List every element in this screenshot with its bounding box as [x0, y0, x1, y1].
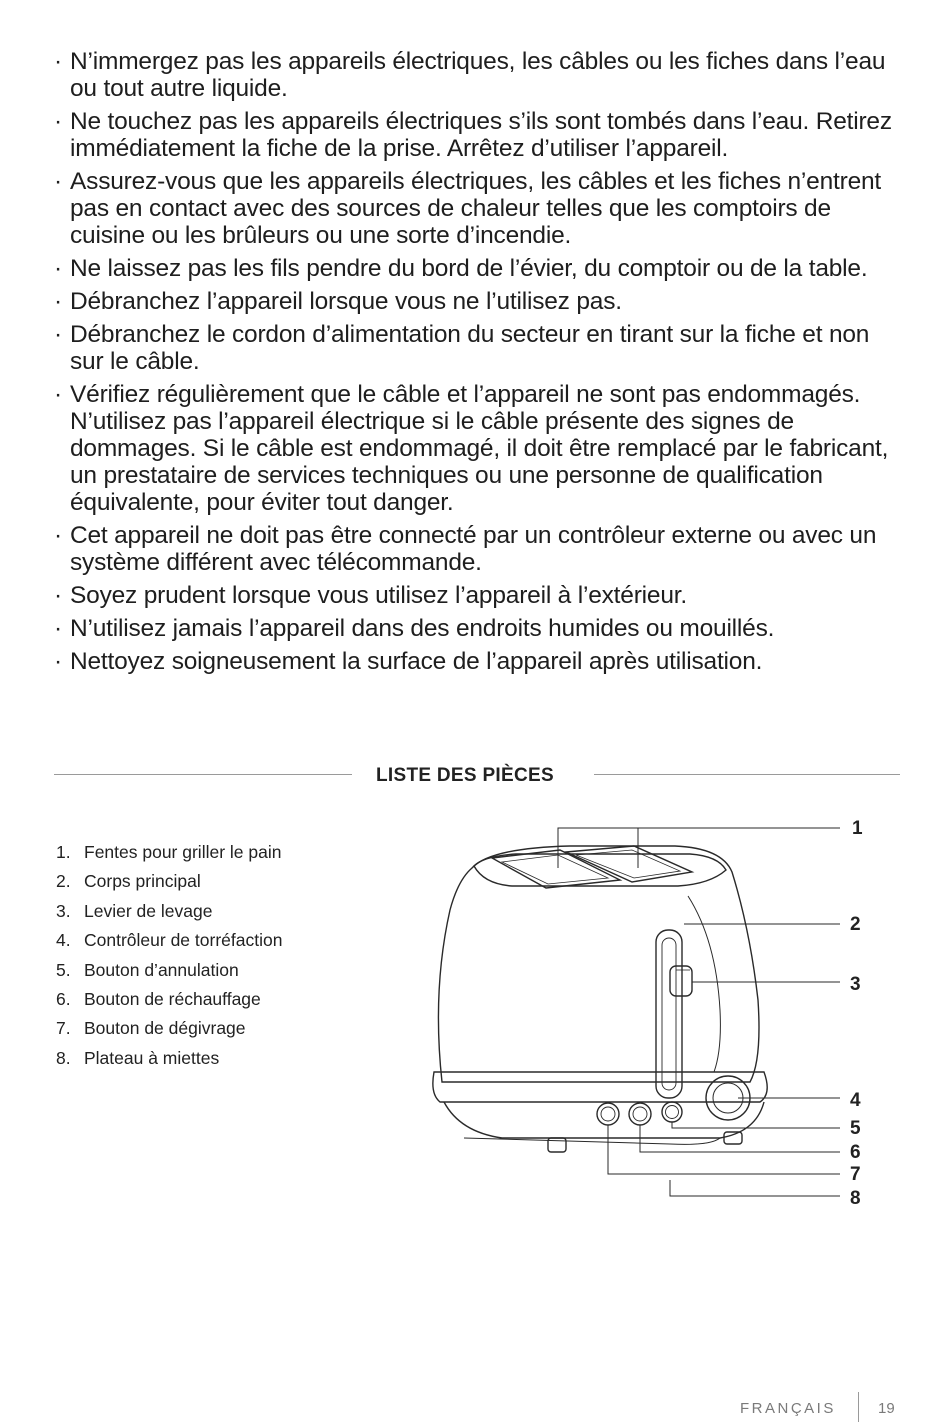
callout-number: 6 [850, 1142, 861, 1163]
bread-slot [492, 850, 620, 888]
parts-list-item [56, 958, 386, 987]
part-number: 1. [56, 842, 71, 862]
footer-language: FRANÇAIS [740, 1400, 836, 1417]
base-band [433, 1072, 767, 1102]
callout-number: 5 [850, 1118, 861, 1139]
part-number: 8. [56, 1047, 71, 1068]
divider-left [54, 774, 352, 775]
page-number: 19 [878, 1400, 895, 1417]
leader-line-5 [672, 1122, 840, 1128]
leader-line-7 [608, 1125, 840, 1174]
toaster-diagram [420, 810, 890, 1210]
part-number: 6. [56, 988, 71, 1009]
part-number: 5. [56, 959, 71, 980]
bread-slot [566, 846, 692, 882]
lever-slot [656, 930, 682, 1098]
part-label: Levier de levage [84, 900, 213, 921]
lift-lever [670, 966, 692, 996]
toaster-body-outline [438, 846, 759, 1082]
parts-section-header [54, 763, 900, 787]
toaster-illustration [420, 810, 890, 1210]
part-label: Bouton d’annulation [84, 959, 239, 980]
safety-bullet-list [54, 48, 900, 681]
body-side-contour [688, 896, 720, 1072]
parts-list-item [56, 987, 386, 1016]
safety-bullet: · N’immergez pas les appareils électriques, les câbles ou les fiches dans l’eau ou tout autre liquide. [54, 48, 886, 102]
divider-right [594, 774, 900, 775]
safety-bullet: · Débranchez le cordon d’alimentation du secteur en tirant sur la fiche et non sur le câble. [54, 321, 870, 375]
part-number: 2. [56, 871, 71, 892]
parts-list-item [56, 928, 386, 957]
part-label: Plateau à miettes [84, 1047, 220, 1068]
safety-bullet: · Nettoyez soigneusement la surface de l’appareil après utilisation. [54, 648, 763, 675]
safety-bullet: · Ne touchez pas les appareils électriques s’ils sont tombés dans l’eau. Retirez immédiatement la fiche de la prise. Arrêtez d’utiliser l’appareil. [54, 108, 892, 162]
part-label: Fentes pour griller le pain [84, 842, 282, 862]
safety-bullet: · Ne laissez pas les fils pendre du bord de l’évier, du comptoir ou de la table. [54, 255, 868, 282]
parts-list [56, 840, 386, 1075]
part-number: 7. [56, 1018, 71, 1039]
toaster-foot [724, 1132, 742, 1144]
safety-bullet: · Assurez-vous que les appareils électriques, les câbles et les fiches n’entrent pas en contact avec des sources de chaleur telles que les comptoirs de cuisine ou les brûleurs ou une sorte d’incendie. [54, 168, 882, 249]
callout-number: 7 [850, 1164, 861, 1185]
parts-list-item [56, 1046, 386, 1075]
safety-bullet: · N’utilisez jamais l’appareil dans des endroits humides ou mouillés. [54, 615, 775, 642]
parts-list-item [56, 899, 386, 928]
part-number: 4. [56, 930, 71, 951]
callout-number: 1 [852, 818, 863, 839]
cancel-button [662, 1102, 682, 1122]
crumb-tray [464, 1138, 720, 1144]
part-number: 3. [56, 900, 71, 921]
safety-bullet: · Soyez prudent lorsque vous utilisez l’appareil à l’extérieur. [54, 582, 687, 609]
parts-list-item [56, 869, 386, 898]
callout-number: 4 [850, 1090, 861, 1111]
safety-bullet: · Vérifiez régulièrement que le câble et l’appareil ne sont pas endommagés. N’utilisez pas l’appareil électrique si le câble présente des signes de dommages. Si le câble est endommagé, il doit être remplacé par le fabricant, un prestataire de services techniques ou une personne de qualification équivalente, pour éviter tout danger. [54, 381, 889, 516]
defrost-button [597, 1103, 619, 1125]
parts-list-item [56, 1016, 386, 1045]
leader-line-8 [670, 1180, 840, 1196]
safety-bullet: · Débranchez l’appareil lorsque vous ne l’utilisez pas. [54, 288, 622, 315]
callout-number: 3 [850, 974, 861, 995]
callout-number: 2 [850, 914, 861, 935]
parts-section-title: LISTE DES PIÈCES [376, 765, 554, 786]
leader-line-1 [558, 828, 840, 868]
safety-bullet: · Cet appareil ne doit pas être connecté par un contrôleur externe ou avec un système différent avec télécommande. [54, 522, 877, 576]
part-label: Bouton de dégivrage [84, 1018, 246, 1039]
part-label: Bouton de réchauffage [84, 988, 261, 1009]
part-label: Contrôleur de torréfaction [84, 930, 283, 951]
reheat-button [629, 1103, 651, 1125]
parts-list-item [56, 840, 386, 869]
footer-divider [858, 1392, 859, 1422]
callout-number: 8 [850, 1188, 861, 1209]
part-label: Corps principal [84, 871, 201, 892]
